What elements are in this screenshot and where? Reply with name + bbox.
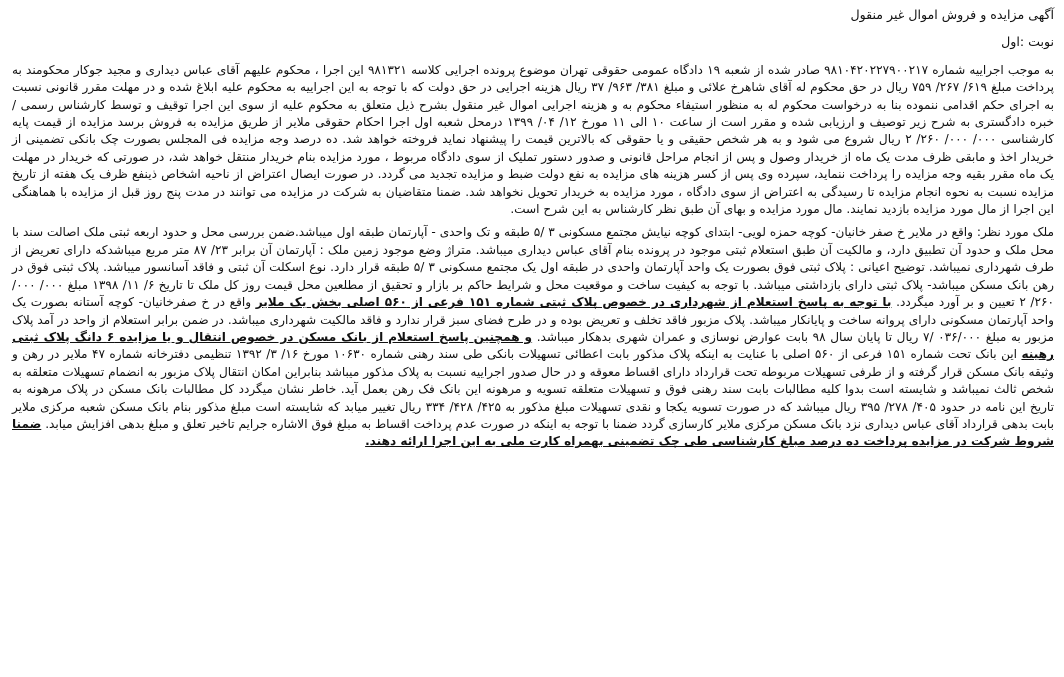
participation-conditions: ضمنا شروط شرکت در مزایده پرداخت ده درصد مبلغ کارشناسی طی چک تضمینی بهمراه کارت ملی به این اجرا ارائه دهند. (12, 416, 1054, 449)
notice-paragraph-2 (12, 224, 1054, 450)
notice-turn: نوبت :اول (1001, 34, 1054, 50)
municipality-inquiry-heading: با توجه به پاسخ استعلام از شهرداری در خصوص پلاک ثبتی شماره ۱۵۱ فرعی از ۵۶۰ اصلی بخش یک ملایر (255, 295, 892, 310)
property-description: ملک مورد نظر: واقع در ملایر خ صفر خانیان- کوچه حمزه لویی- ابتدای کوچه نیایش مجتمع مسکونی ۳ /۵ طبقه و تک واحدی - آپارتمان طبقه اول میباشد.ضمن بررسی محل و حدود اربعه ثبتی ملک اصالت سند با محل ملک و حدود آن تطبیق دارد، و مالکیت آن طبق استعلام ثبتی موجود در پرونده بنام آقای عباس دیداری میباشد. متراژ وضع موجود زمین ملک : آپارتمان آن برابر ۲۳/ ۸۷ متر مربع میباشدکه دارای تعریض از طرف شهرداری نمیباشد. توضیح اعیانی : پلاک ثبتی فوق بصورت یک واحد آپارتمان واحدی در طبقه اول یک مجتمع مسکونی ۳ /۵ طبقه قرار دارد. نوع اسکلت آن ثبتی و فاقد آسانسور میباشد. پلاک ثبتی فوق در رهن بانک مسکن میباشد- پلاک ثبتی دارای بازداشتی میباشد. با توجه به کیفیت ساخت و موقعیت محل و شرایط حاکم بر بازار و تحقیق از مطلعین محل قیمت روز کل ملک تا تاریخ ۶/ ۱۱/ ۱۳۹۸ مبلغ ۰۰۰/ ۰۰۰/ ۲۶۰/ ۲ تعیین و بر آورد میگردد. (12, 225, 1055, 310)
municipality-inquiry-text: واقع در خ صفرخانیان- کوچه آستانه بصورت یک واحد آپارتمان مسکونی دارای پروانه ساخت و پایانکار میباشد. پلاک مزبور فاقد تخلف و تعریض بوده و در طرح فضای سبز قرار ندارد و فاقد مالکیت شهرداری میباشد. در ضمن برابر استعلام از واحد در آمد پلاک مزبور به مبلغ ۰۳۶/۰۰۰ /۷ ریال تا پایان سال ۹۸ بابت عوارض نوسازی و عمران شهری بدهکار میباشد. (12, 295, 1054, 344)
notice-title: آگهی مزایده و فروش اموال غیر منقول (850, 7, 1054, 22)
bank-inquiry-text: این بانک تحت شماره ۱۵۱ فرعی از ۵۶۰ اصلی با عنایت به اینکه پلاک مذکور بابت اعطائی تسهیلات بانکی طی سند رهنی شماره ۱۰۶۳۰ مورخ ۱۶/ ۳/ ۱۳۹۲ تنظیمی دفترخانه شماره ۴۷ ملایر در رهن و وثیقه بانک مسکن قرار گرفته و از طرفی تسهیلات مربوطه تحت قرارداد دارای اقساط معوقه و در حال صدور اجراییه نسبت به پلاک مذکور میباشد بنابراین امکان انتقال پلاک مزبور به انضمام تسهیلات متعلقه به شخص ثالث نمیباشد و شایسته است بدوا کلیه مطالبات بابت سند رهنی فوق و تسهیلات متعلقه تسویه و مرهونه این بانک فک رهن بعمل آید. خاطر نشان میگردد کل مطالبات بانک مسکن در پلاک مرهونه به تاریخ این نامه در حدود ۴۰۵/ ۲۷۸/ ۳۹۵ ریال میباشد که در صورت تسویه یکجا و نقدی تسهیلات مبلغ مذکور به ۴۲۵/ ۴۲۸/ ۳۳۴ ریال تغییر میابد که شایسته است مبلغ مذکور بنام بانک مسکن شعبه مرکزی ملایر بابت بدهی قرارداد آقای عباس دیداری نزد بانک مسکن مرکزی ملایر کارسازی گردد ضمنا با توجه به اینکه در صورت عدم پرداخت اقساط به مبلغ فوق الاشاره جرایم تاخیر تعلق و مبلغ بدهی افزایش میابد. (12, 347, 1054, 431)
notice-paragraph-1: به موجب اجراییه شماره ۹۸۱۰۴۲۰۲۲۷۹۰۰۲۱۷ صادر شده از شعبه ۱۹ دادگاه عمومی حقوقی تهران موضوع پرونده اجرایی کلاسه ۹۸۱۳۲۱ این اجرا ، محکوم علیهم آقای عباس دیداری و مجید جوکار محکومند به پرداخت مبلغ ۶۱۹/ ۲۶۷/ ۷۵۹ ریال در حق محکوم له آقای شاهرخ علائی و مبلغ ۳۸۱/ ۹۶۳/ ۳۷ ریال هزینه اجرایی در حق دولت که با توجه به این اجراییه به محکوم علیه ابلاغ شده و در مهلت مقرر قانونی نسبت به اجرای حکم اقدامی ننموده بنا به درخواست محکوم له به منظور استیفاء محکوم به و هزینه اجرایی اموال غیر منقول بشرح ذیل متعلق به محکوم علیه از سوی این اجرا توقیف و توسط کارشناس رسمی / خبره دادگستری به شرح زیر توصیف و ارزیابی شده و مقرر است از ساعت ۱۰ الی ۱۱ مورخ ۱۲/ ۰۴/ ۱۳۹۹ درمحل شعبه اول اجرا احکام حقوقی ملایر از طریق مزایده به فروش برسد مزایده از قیمت پایه کارشناسی ۰۰۰/ ۰۰۰/ ۲۶۰/ ۲ ریال شروع می شود و به هر شخص حقیقی و یا حقوقی که بالاترین قیمت را پیشنهاد نماید فروخته خواهد شد. ده درصد وجه مزایده فی المجلس بصورت چک بانکی تضمینی از خریدار اخذ و مابقی ظرف مدت یک ماه از خریدار وصول و پس از انجام مراحل قانونی و صدور دستور تملیک از سوی دادگاه مربوط ، مورد مزایده بنام خریدار منتقل خواهد شد، در صورتی که خریدار در مهلت یک ماه مقرر بقیه وجه مزایده را پرداخت ننماید، سپرده وی پس از کسر هزینه های مزایده به نفع دولت ضبط و مزایده تجدید می گردد. در صورت ایصال اعتراض از ناحیه اشخاص ذینفع ظرف یک هفته از تاریخ مزایده نسبت به نحوه انجام مزایده تا رسیدگی به اعتراض از سوی دادگاه ، مورد مزایده به خریدار تحویل نخواهد شد. ضمنا متقاضیان به شرکت در مزایده می توانند در مدت پنج روز قبل از مزایده با هماهنگی این اجرا از مال مورد مزایده بازدید نمایند. مال مورد مزایده و بهای آن طبق نظر کارشناس به این شرح است. (12, 62, 1055, 217)
bank-inquiry-heading: و همچنین پاسخ استعلام از بانک مسکن در خصوص انتقال و یا مزایده ۶ دانگ پلاک ثبتی رهینه (12, 329, 1055, 362)
